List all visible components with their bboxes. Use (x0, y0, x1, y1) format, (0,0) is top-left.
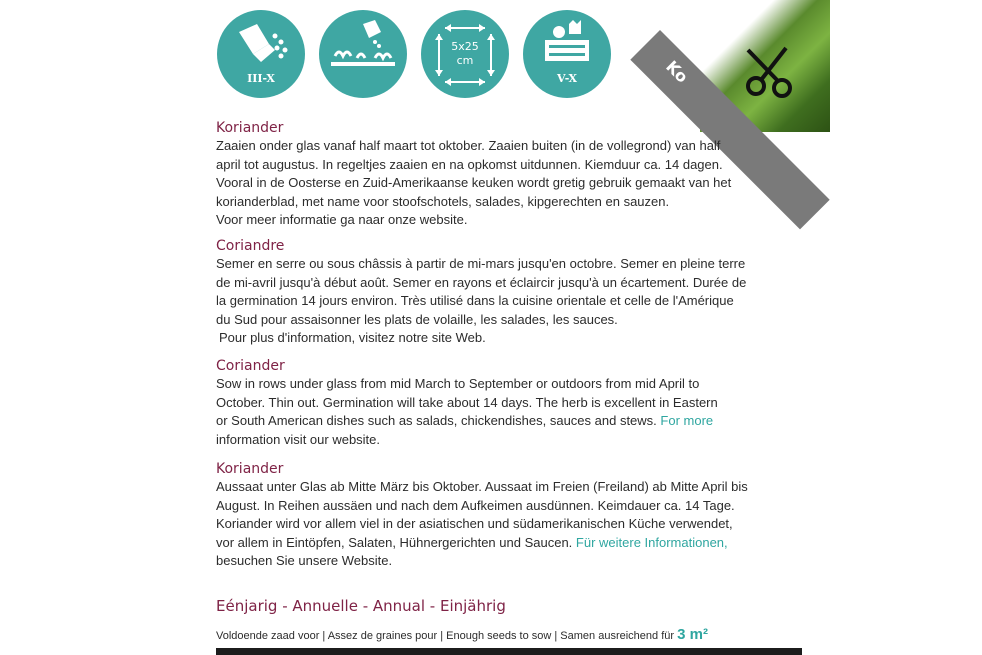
section-line: du Sud pour assaisonner les plats de volaille, les salades, les sauces. (216, 311, 618, 327)
website-link-tail[interactable]: information visit our website. (216, 431, 381, 447)
section-title: Koriander (216, 120, 284, 136)
website-link[interactable]: Voor meer informatie ga naar onze website. (216, 212, 468, 227)
section-line (216, 412, 801, 431)
section-dutch (216, 119, 801, 230)
website-link[interactable]: Pour plus d'information, visitez notre site Web. (219, 330, 486, 345)
website-link[interactable]: Für weitere Informationen, (575, 534, 728, 550)
harvest-crate-icon (523, 10, 611, 98)
section-german (216, 460, 801, 571)
harvest-label: V-X (556, 72, 578, 85)
section-french (216, 237, 801, 348)
section-line: Aussaat unter Glas ab Mitte März bis Oktober. Aussaat im Freien (Freiland) ab Mitte April bis (216, 479, 748, 494)
icon-row (217, 10, 617, 100)
section-line-text: vor allem in Eintöpfen, Salaten, Hühnergerichten und Saucen. (216, 534, 573, 550)
corner-band-label: Ko (662, 56, 692, 87)
seed-quantity-line (216, 626, 816, 643)
spacing-icon (421, 10, 509, 98)
spacing-unit: cm (456, 54, 474, 67)
section-line: October. Thin out. Germination will take about 14 days. The herb is excellent in Eastern (216, 394, 718, 410)
section-line: april tot augustus. In regeltjes zaaien en na opkomst uitdunnen. Kiemduur ca. 14 dagen. (216, 156, 723, 172)
section-line: la germination 14 jours environ. Très utilisé dans la cuisine orientale et celle de l'Amérique (216, 293, 734, 308)
annual-heading: Eénjarig - Annuelle - Annual - Einjährig (216, 597, 506, 615)
bottom-bar (216, 648, 802, 655)
section-line-text: or South American dishes such as salads, chickendishes, sauces and stews. (216, 413, 657, 428)
scissors-icon (742, 44, 798, 100)
section-line: Semer en serre ou sous châssis à partir de mi-mars jusqu'en octobre. Semer en pleine terre (216, 256, 746, 271)
section-title: Koriander (216, 461, 284, 477)
seed-quantity-value: 3 m² (677, 626, 708, 643)
section-line: Sow in rows under glass from mid March to September or outdoors from mid April to (216, 376, 700, 391)
section-title: Coriandre (216, 238, 285, 254)
seed-quantity-text: Voldoende zaad voor | Assez de graines pour | Enough seeds to sow | Samen ausreichend für (216, 630, 675, 642)
section-line: de mi-avril jusqu'à début août. Semer en rayons et éclaircir jusqu'à un écartement. Durée de (216, 274, 747, 290)
section-line: Koriander wird vor allem viel in der asiatischen und südamerikanischen Küche verwendet, (216, 516, 733, 531)
sowing-outdoor-icon (319, 10, 407, 98)
sowing-indoor-label: III-X (247, 72, 275, 85)
spacing-value: 5x25 (451, 40, 479, 53)
website-link-tail[interactable]: besuchen Sie unsere Website. (216, 553, 393, 568)
section-line: Zaaien onder glas vanaf half maart tot oktober. Zaaien buiten (in de vollegrond) van half (216, 138, 721, 153)
section-line: Vooral in de Oosterse en Zuid-Amerikaanse keuken wordt gretig gebruik gemaakt van het (216, 175, 732, 190)
section-line: korianderblad, met name voor stoofschotels, salades, kipgerechten en sauzen. (216, 193, 670, 209)
section-english (216, 357, 801, 449)
section-title: Coriander (216, 358, 285, 374)
section-line (216, 534, 801, 553)
sowing-indoor-icon (217, 10, 305, 98)
section-line: August. In Reihen aussäen und nach dem Aufkeimen ausdünnen. Keimdauer ca. 14 Tage. (216, 497, 735, 513)
website-link[interactable]: For more (660, 413, 714, 428)
